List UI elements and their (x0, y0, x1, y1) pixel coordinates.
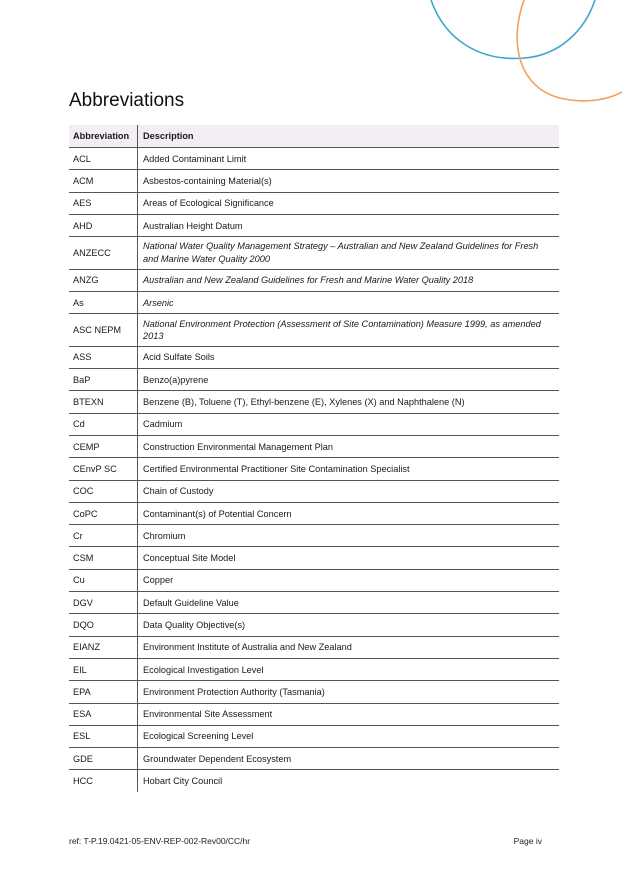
abbreviation-cell: Cr (69, 525, 138, 547)
abbreviation-cell: As (69, 291, 138, 313)
description-cell: Cadmium (138, 413, 560, 435)
table-row (69, 703, 559, 725)
abbreviation-cell: EPA (69, 681, 138, 703)
table-row (69, 391, 559, 413)
table-row (69, 725, 559, 747)
description-cell: Arsenic (138, 291, 560, 313)
orange-arc-decoration (517, 0, 622, 101)
description-cell: Benzo(a)pyrene (138, 369, 560, 391)
abbreviation-cell: ANZG (69, 269, 138, 291)
table-row (69, 346, 559, 368)
table-row (69, 658, 559, 680)
table-row (69, 770, 559, 792)
table-row (69, 525, 559, 547)
table-row (69, 237, 559, 270)
table-row (69, 170, 559, 192)
footer-reference: ref: T-P.19.0421-05-ENV-REP-002-Rev00/CC/hr (69, 836, 251, 846)
blue-arc-decoration (431, 0, 595, 58)
table-row (69, 636, 559, 658)
abbreviation-cell: ESA (69, 703, 138, 725)
table-row (69, 480, 559, 502)
table-row (69, 192, 559, 214)
description-cell: Hobart City Council (143, 776, 223, 787)
description-cell: Ecological Screening Level (138, 725, 560, 747)
table-row (69, 314, 559, 347)
abbreviation-cell: DQO (69, 614, 138, 636)
table-header-row (69, 125, 559, 148)
abbreviation-cell: ASC NEPM (69, 314, 138, 347)
abbreviation-cell: ACL (69, 148, 138, 170)
abbreviation-cell: HCC (69, 770, 138, 792)
table-row (69, 614, 559, 636)
description-cell: Copper (138, 569, 560, 591)
description-cell: Groundwater Dependent Ecosystem (138, 748, 560, 770)
abbreviation-cell: EIANZ (69, 636, 138, 658)
abbreviation-cell: ESL (69, 725, 138, 747)
abbreviation-cell: EIL (69, 658, 138, 680)
table-row (69, 502, 559, 524)
abbreviation-cell: DGV (69, 592, 138, 614)
description-cell: Australian Height Datum (138, 214, 560, 236)
table-row (69, 547, 559, 569)
page-title: Abbreviations (69, 90, 185, 111)
column-header-description: Description (138, 125, 560, 148)
abbreviation-cell: ASS (69, 346, 138, 368)
description-cell: Contaminant(s) of Potential Concern (138, 502, 560, 524)
description-cell: Conceptual Site Model (138, 547, 560, 569)
table-row (69, 435, 559, 457)
description-cell: Default Guideline Value (138, 592, 560, 614)
table-row (69, 148, 559, 170)
abbreviation-cell: COC (69, 480, 138, 502)
column-header-abbreviation: Abbreviation (69, 125, 138, 148)
description-cell: Environment Protection Authority (Tasmania) (138, 681, 560, 703)
description-cell: Benzene (B), Toluene (T), Ethyl-benzene (E), Xylenes (X) and Naphthalene (N) (138, 391, 560, 413)
table-row (69, 458, 559, 480)
abbreviation-cell: Cu (69, 569, 138, 591)
description-cell: Certified Environmental Practitioner Site Contamination Specialist (138, 458, 560, 480)
description-cell: Chain of Custody (138, 480, 560, 502)
table-row (69, 569, 559, 591)
description-cell: Ecological Investigation Level (138, 658, 560, 680)
footer-page-number: Page iv (513, 836, 542, 846)
abbreviation-cell: GDE (69, 748, 138, 770)
abbreviation-cell: CEMP (69, 435, 138, 457)
description-cell: Construction Environmental Management Plan (138, 435, 560, 457)
abbreviation-cell: AHD (69, 214, 138, 236)
description-cell: Acid Sulfate Soils (138, 346, 560, 368)
description-cell: Environment Institute of Australia and New Zealand (138, 636, 560, 658)
description-cell: Environmental Site Assessment (138, 703, 560, 725)
table-row (69, 369, 559, 391)
table-row (69, 291, 559, 313)
description-cell: National Environment Protection (Assessment of Site Contamination) Measure 1999, as amended 2013 (138, 314, 560, 347)
abbreviation-cell: BaP (69, 369, 138, 391)
abbreviation-cell: CSM (69, 547, 138, 569)
abbreviation-cell: Cd (69, 413, 138, 435)
description-cell: Asbestos-containing Material(s) (138, 170, 560, 192)
description-cell: National Water Quality Management Strategy – Australian and New Zealand Guidelines for Fresh and Marine Water Quality 2000 (138, 237, 560, 270)
description-cell: Added Contaminant Limit (138, 148, 560, 170)
abbreviation-cell: CEnvP SC (69, 458, 138, 480)
table-body (69, 148, 559, 792)
abbreviations-table (69, 125, 559, 792)
description-cell: Chromium (138, 525, 560, 547)
table-row (69, 592, 559, 614)
table-row (69, 748, 559, 770)
abbreviation-cell: AES (69, 192, 138, 214)
abbreviation-cell: BTEXN (69, 391, 138, 413)
table-row (69, 413, 559, 435)
abbreviation-cell: CoPC (69, 502, 138, 524)
table-row (69, 681, 559, 703)
description-cell: Areas of Ecological Significance (138, 192, 560, 214)
table-row (69, 269, 559, 291)
description-cell: Australian and New Zealand Guidelines for Fresh and Marine Water Quality 2018 (138, 269, 560, 291)
table-row (69, 214, 559, 236)
abbreviation-cell: ANZECC (69, 237, 138, 270)
description-cell: Data Quality Objective(s) (138, 614, 560, 636)
abbreviation-cell: ACM (69, 170, 138, 192)
